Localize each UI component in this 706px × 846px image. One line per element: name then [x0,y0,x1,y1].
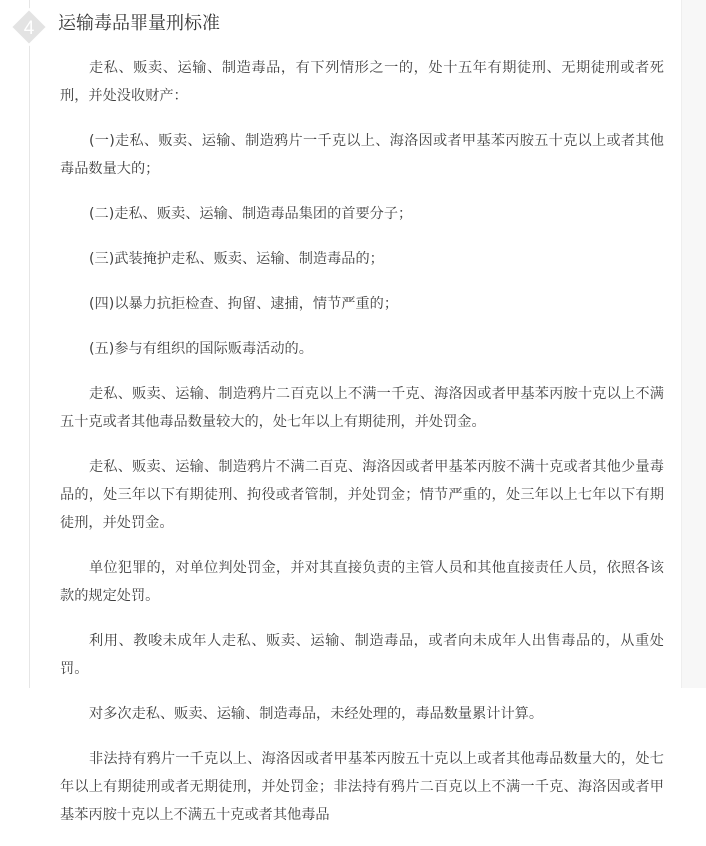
section-title: 运输毒品罪量刑标准 [58,13,220,34]
left-divider [29,0,30,688]
right-scroll-gutter [681,0,706,688]
paragraph: (五)参与有组织的国际贩毒活动的。 [89,341,313,357]
paragraph: (二)走私、贩卖、运输、制造毒品集团的首要分子； [89,206,413,222]
paragraph: (四)以暴力抗拒检查、拘留、逮捕，情节严重的； [89,296,399,312]
paragraph: 走私、贩卖、运输、制造毒品，有下列情形之一的，处十五年有期徒刑、无期徒刑或者死刑，并处没收财产： [60,60,664,104]
article-body [60,54,664,846]
paragraph: (三)武装掩护走私、贩卖、运输、制造毒品的； [89,251,384,267]
section-number: 4 [23,18,35,39]
paragraph: 单位犯罪的，对单位判处罚金，并对其直接负责的主管人员和其他直接责任人员，依照各该款的规定处罚。 [60,560,664,604]
paragraph: 走私、贩卖、运输、制造鸦片二百克以上不满一千克、海洛因或者甲基苯丙胺十克以上不满五十克或者其他毒品数量较大的，处七年以上有期徒刑，并处罚金。 [60,386,664,430]
paragraph: 走私、贩卖、运输、制造鸦片不满二百克、海洛因或者甲基苯丙胺不满十克或者其他少量毒品的，处三年以下有期徒刑、拘役或者管制，并处罚金；情节严重的，处三年以上七年以下有期徒刑，并处罚金。 [60,459,664,531]
paragraph: 对多次走私、贩卖、运输、制造毒品，未经处理的，毒品数量累计计算。 [89,706,544,722]
section-number-badge [10,8,48,46]
paragraph: (一)走私、贩卖、运输、制造鸦片一千克以上、海洛因或者甲基苯丙胺五十克以上或者其他毒品数量大的； [60,133,664,177]
paragraph: 利用、教唆未成年人走私、贩卖、运输、制造毒品，或者向未成年人出售毒品的，从重处罚。 [60,633,664,677]
paragraph: 非法持有鸦片一千克以上、海洛因或者甲基苯丙胺五十克以上或者其他毒品数量大的，处七年以上有期徒刑或者无期徒刑，并处罚金；非法持有鸦片二百克以上不满一千克、海洛因或者甲基苯丙胺十克以上不满五十克或者其他毒品 [60,751,664,823]
